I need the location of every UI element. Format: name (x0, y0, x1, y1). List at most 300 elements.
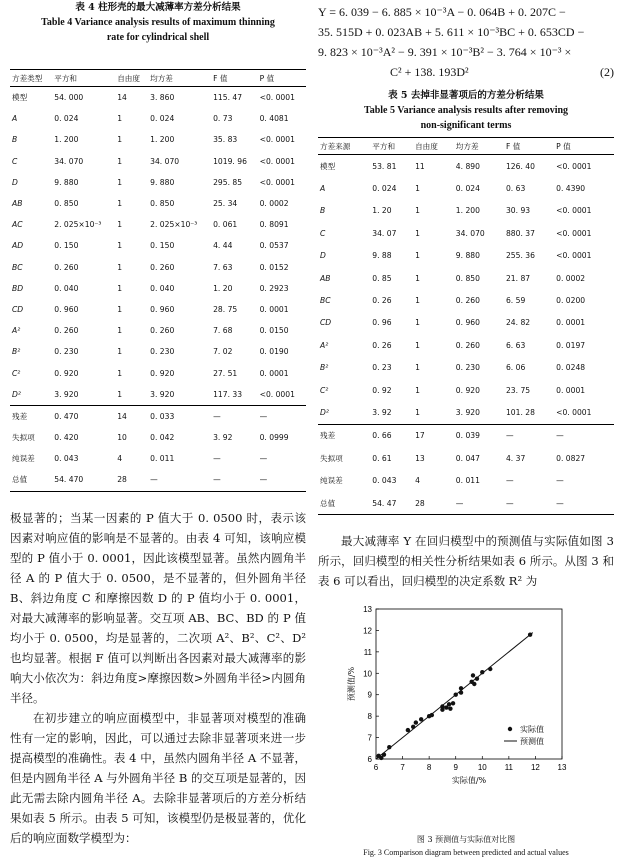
table4-cell: 1 (117, 220, 123, 230)
table5-cell: 0. 260 (455, 340, 480, 350)
table5-cell: 残差 (318, 424, 370, 447)
table5-cell: 0. 23 (372, 363, 392, 373)
table4-cell: 34. 070 (150, 156, 180, 166)
table5-cell: B (320, 206, 326, 216)
table4-cell: 7. 63 (213, 262, 233, 272)
table4-cell: BD (12, 283, 24, 293)
table5-cell: 0. 0197 (556, 340, 586, 350)
y-axis-label: 预测值/% (347, 667, 356, 702)
table5-header-row (318, 138, 614, 155)
body-paragraph-1: 极显著的；当某一因素的 P 值大于 0. 0500 时，表示该因素对响应值的影响是不显著的。由表 4 可知，该响应模型的 P 值小于 0. 0001，因此该模型显著。虽然内圆角半径 A 的 P 值大于 0. 0500，是不显著的，但外圆角半径 B、斜边角度 C 和摩擦因数 D 的 P 值均小于 0. 0001，对最大减薄率的影响显著。交互项 AB、BC、BD 的 P 值均小于 0. 0500，均是显著的，二次项 A²、B²、C²、D² 也均显著。根据 F 值可以判断出各因素对最大减薄率的影响大小依次为：斜边角度>摩擦因数>外圆角半径>内圆角半径。 (10, 510, 306, 705)
table5-cell: 21. 87 (505, 273, 531, 283)
table4-cell: <0. 0001 (259, 156, 295, 166)
data-point (475, 677, 479, 681)
table5-row (318, 177, 614, 199)
table4-cell: C (12, 156, 18, 166)
y-tick-label: 10 (363, 669, 372, 679)
data-point (528, 633, 532, 637)
table4-row (10, 257, 306, 278)
table5-cell: <0. 0001 (556, 228, 592, 238)
figure-caption-cn: 图 3 预测值与实际值对比图 (416, 835, 516, 845)
table5-cell: 0. 043 (372, 476, 397, 486)
table5-header-cell: F 值 (504, 138, 554, 155)
table5-row (318, 334, 614, 356)
table4-cell: 0. 260 (54, 262, 79, 272)
table4-cell: 295. 85 (213, 177, 243, 187)
table5-row (318, 222, 614, 244)
table4-cell: 1 (117, 304, 123, 314)
data-point (448, 707, 452, 711)
table5-cell: <0. 0001 (556, 407, 592, 417)
table5-cell: — (554, 492, 614, 515)
table5-cell: <0. 0001 (556, 161, 592, 171)
table4-cell: 0. 230 (54, 347, 79, 357)
table4-cell: 1. 200 (150, 135, 175, 145)
table5-cell: 0. 039 (454, 424, 504, 447)
table5-cell: 0. 260 (455, 296, 480, 306)
y-tick-label: 9 (367, 690, 372, 700)
table5-caption-en-1: Table 5 Variance analysis results after removing (363, 105, 569, 116)
scatter-chart (318, 603, 614, 803)
table5-cell: 3. 92 (372, 407, 392, 417)
table5-cell: 4. 37 (505, 453, 526, 463)
table5-cell: 1 (415, 407, 420, 417)
table4-row (10, 193, 306, 214)
table5-cell: 0. 011 (455, 476, 480, 486)
table5-header-cell: P 值 (554, 138, 614, 155)
table4-cell: 4. 44 (213, 241, 233, 251)
table4-header-cell: 平方和 (52, 70, 115, 87)
table5-row (318, 245, 614, 267)
data-point (430, 713, 434, 717)
table4-cell: 0. 0999 (259, 433, 289, 443)
table5-row (318, 289, 614, 311)
table4-cell: 1 (117, 326, 123, 336)
table4-cell: B (12, 135, 18, 145)
table5-cell: 0. 0827 (556, 453, 586, 463)
table4-cell: 2. 025×10⁻³ (54, 220, 102, 230)
table4-row (10, 341, 306, 362)
table4-body (10, 87, 306, 492)
table4-row (10, 278, 306, 299)
table5-cell: 23. 75 (505, 385, 531, 395)
table4-header-cell: P 值 (258, 70, 306, 87)
table5-cell: 4 (415, 476, 420, 486)
table4-cell: 0. 150 (150, 241, 175, 251)
table5-cell: C (320, 228, 326, 238)
table4-cell: 0. 0001 (259, 304, 289, 314)
table5-cell: 0. 047 (455, 453, 480, 463)
x-tick-label: 7 (400, 763, 405, 773)
table4-cell: 4 (117, 454, 123, 464)
table5-row (318, 357, 614, 379)
table4-cell: 0. 850 (150, 199, 175, 209)
data-point (459, 691, 463, 695)
table5-cell: 1. 20 (372, 206, 392, 216)
table4-row (10, 87, 306, 109)
table4-cell: 0. 024 (150, 114, 175, 124)
equation-number: (2) (600, 65, 614, 79)
table5-cell: 0. 230 (455, 363, 480, 373)
table4-cell: — (258, 405, 306, 427)
formula-line-3: 9. 823 × 10⁻³A² − 9. 391 × 10⁻³B² − 3. 764 × 10⁻³ × (318, 45, 572, 59)
table4-cell: — (213, 454, 221, 464)
table5-cell: 1 (415, 385, 420, 395)
table4-header-cell: 均方差 (148, 70, 211, 87)
table4-cell: — (148, 469, 211, 491)
table5-header-cell: 平方和 (370, 138, 413, 155)
formula-line-1: Y = 6. 039 − 6. 885 × 10⁻³A − 0. 064B + 0. 207C − (318, 5, 566, 19)
table4-cell: 0. 011 (150, 454, 175, 464)
table4-cell: CD (12, 304, 24, 314)
table4-cell: 1 (117, 241, 123, 251)
table5-cell: 126. 40 (505, 161, 535, 171)
table4-cell: 0. 920 (150, 368, 175, 378)
table5-body (318, 155, 614, 515)
table4-cell: 失拟项 (12, 433, 35, 443)
table5-cell: B² (320, 363, 329, 373)
regression-formula (318, 2, 614, 82)
table5-cell: 28 (413, 492, 454, 515)
table5-cell: 9. 880 (455, 251, 480, 261)
x-tick-label: 6 (373, 763, 379, 773)
table4-cell: <0. 0001 (259, 135, 295, 145)
table4-cell: 0. 0001 (259, 368, 289, 378)
table5-row (318, 469, 614, 491)
table4-cell: 3. 860 (150, 93, 175, 103)
x-axis-label: 实际值/% (451, 776, 487, 786)
table5-row (318, 401, 614, 424)
x-tick-label: 8 (426, 763, 432, 773)
data-point (414, 721, 418, 725)
table5-cell: D² (320, 407, 329, 417)
table4-cell: 0. 150 (54, 241, 79, 251)
table4-cell: <0. 0001 (259, 177, 295, 187)
table4-cell: AC (12, 220, 23, 230)
data-point (459, 686, 463, 690)
table4-row (10, 129, 306, 150)
table5-cell: 1 (415, 228, 420, 238)
table4-cell: 0. 4081 (259, 114, 289, 124)
table4-cell: 0. 850 (54, 199, 79, 209)
table5-cell: 34. 070 (455, 228, 485, 238)
figure-caption-en: Fig. 3 Comparison diagram between predicted and actual values (363, 848, 569, 858)
table5-cell: 0. 0001 (556, 318, 586, 328)
table5-cell: — (556, 476, 564, 486)
y-tick-label: 11 (363, 648, 372, 658)
table4-cell: 1 (117, 368, 123, 378)
table5-cell: 34. 07 (372, 228, 397, 238)
body-paragraph-3: 最大减薄率 Y 在回归模型中的预测值与实际值如图 3 所示，回归模型的相关性分析结果如表 6 所示。从图 3 和表 6 可以看出，回归模型的决定系数 R² 为 (318, 534, 614, 589)
table5-row (318, 200, 614, 222)
table4-cell: 28 (115, 469, 148, 491)
table4-cell: 0. 73 (213, 114, 233, 124)
table5-cell: 0. 26 (372, 340, 392, 350)
table5-cell: — (554, 424, 614, 447)
table5-cell: 0. 0001 (556, 385, 586, 395)
table4-row (10, 427, 306, 448)
table4-cell: A² (12, 326, 21, 336)
table5-row (318, 312, 614, 334)
table4-cell: 0. 230 (150, 347, 175, 357)
table4-cell: 14 (115, 405, 148, 427)
table5-header-cell: 方差来源 (318, 138, 370, 155)
data-point (480, 670, 484, 674)
table5-row (318, 492, 614, 515)
table4-cell: 1019. 96 (213, 156, 247, 166)
table5-cell: 24. 82 (505, 318, 531, 328)
table5-caption-cn: 表 5 去掉非显著项后的方差分析结果 (388, 90, 544, 101)
table5-cell: — (504, 424, 554, 447)
table5-cell: 0. 024 (372, 184, 397, 194)
x-tick-label: 13 (557, 763, 567, 773)
table4-cell: 3. 92 (213, 433, 233, 443)
table4-row (10, 151, 306, 172)
table4-cell: 纯误差 (12, 454, 35, 464)
table4-cell: 1 (117, 347, 123, 357)
table5-cell: 17 (413, 424, 454, 447)
table4-caption-en-2: rate for cylindrical shell (106, 32, 210, 43)
table4-header-cell: 方差类型 (10, 70, 52, 87)
table5-cell: 30. 93 (505, 206, 531, 216)
table5-cell: 54. 47 (370, 492, 413, 515)
table4-cell: C² (12, 368, 21, 378)
table5-cell: C² (320, 385, 329, 395)
table4-cell: 54. 470 (52, 469, 115, 491)
table5-row (318, 267, 614, 289)
table5-cell: 101. 28 (505, 407, 535, 417)
table4-cell: B² (12, 347, 21, 357)
table4-header-cell: 自由度 (115, 70, 148, 87)
table5-cell: 0. 4390 (556, 184, 586, 194)
table4-cell: 1 (117, 114, 123, 124)
table4-cell: 2. 025×10⁻³ (150, 220, 198, 230)
table4-cell: 35. 83 (213, 135, 238, 145)
data-point (454, 693, 458, 697)
table4-cell: 34. 070 (54, 156, 84, 166)
table4-cell: 9. 880 (150, 177, 175, 187)
table4-cell: 0. 024 (54, 114, 79, 124)
table4-header-cell: F 值 (211, 70, 257, 87)
table4-cell: 0. 0002 (259, 199, 289, 209)
table5-cell: 0. 66 (370, 424, 413, 447)
table4-cell: 残差 (10, 405, 52, 427)
table4-cell: 27. 51 (213, 368, 238, 378)
x-tick-label: 9 (453, 763, 458, 773)
table4-cell: <0. 0001 (259, 93, 295, 103)
table4-cell: 1 (117, 283, 123, 293)
table5-caption-en-2: non-significant terms (420, 120, 512, 131)
data-point (406, 728, 410, 732)
table5-cell: A (320, 184, 326, 194)
table5-cell: <0. 0001 (556, 251, 592, 261)
data-point (488, 667, 492, 671)
table4-cell: 0. 920 (54, 368, 79, 378)
table5-cell: 1 (415, 251, 420, 261)
table4-cell: 1. 20 (213, 283, 233, 293)
table5-cell: — (454, 492, 504, 515)
table5-cell: 0. 024 (455, 184, 480, 194)
table4-cell: 0. 0152 (259, 262, 289, 272)
table5-cell: 0. 0200 (556, 296, 586, 306)
table4-row (10, 172, 306, 193)
legend-label: 实际值 (520, 725, 544, 735)
table4-cell: — (211, 469, 257, 491)
table4-cell: 总值 (10, 469, 52, 491)
table4-cell: 10 (117, 433, 127, 443)
table5-cell: 0. 85 (372, 273, 392, 283)
table4-cell: 1 (117, 156, 123, 166)
table5-cell: A² (320, 340, 329, 350)
table4-cell: 0. 8091 (259, 220, 289, 230)
table4-cell: 25. 34 (213, 199, 238, 209)
table4-cell: 1 (117, 389, 123, 399)
table4-row (10, 448, 306, 469)
data-point (447, 702, 451, 706)
table4-cell: 模型 (12, 93, 28, 103)
data-point (471, 673, 475, 677)
table5-cell: 1 (415, 184, 420, 194)
table4-row (10, 384, 306, 406)
data-point (419, 717, 423, 721)
table4-cell: AB (12, 199, 23, 209)
table5-cell: 模型 (320, 161, 336, 171)
legend-marker-dot (508, 727, 512, 731)
table4-header-row (10, 70, 306, 87)
table4-row (10, 108, 306, 129)
table4-cell: 7. 02 (213, 347, 233, 357)
table4-row (10, 320, 306, 341)
table4-cell: 0. 042 (150, 433, 175, 443)
table5-cell: 6. 06 (505, 363, 526, 373)
table4-cell: 0. 260 (150, 326, 175, 336)
y-tick-label: 6 (367, 755, 372, 765)
data-point (411, 725, 415, 729)
table5-cell: 6. 59 (505, 296, 526, 306)
table4-cell: 0. 061 (213, 220, 238, 230)
legend-label: 预测值 (520, 737, 544, 747)
table4-cell: 1 (117, 177, 123, 187)
table5-cell: 0. 92 (372, 385, 392, 395)
table5-cell: <0. 0001 (556, 206, 592, 216)
y-tick-label: 12 (363, 626, 372, 636)
table5-cell: 4. 890 (455, 161, 480, 171)
right-column (318, 0, 614, 859)
formula-line-4: C² + 138. 193D² (390, 65, 469, 79)
table4 (10, 69, 306, 492)
body-paragraph-2: 在初步建立的响应面模型中，非显著项对模型的准确性有一定的影响，因此，可以通过去除非显著项来进一步提高模型的准确性。表 4 中，虽然内圆角半径 A 不显著，但是内圆角半径 A 与外圆角半径 B 的交互项是显著的，因此无需去除内圆角半径 A。去除非显著项后的方差分析结果如表 5 所示。由表 5 可知，该模型仍是极显著的，优化后的响应面数学模型为： (10, 710, 306, 845)
table4-caption-en-1: Table 4 Variance analysis results of maximum thinning (41, 17, 275, 28)
table5-cell: 1 (415, 206, 420, 216)
table4-cell: 0. 0190 (259, 347, 289, 357)
y-tick-label: 13 (363, 605, 372, 615)
table5-cell: 纯误差 (320, 476, 343, 486)
table4-cell: — (259, 454, 268, 464)
table5-cell: BC (320, 296, 331, 306)
table4-row (10, 299, 306, 320)
table4-cell: 28. 75 (213, 304, 238, 314)
table4-cell: 1 (117, 262, 123, 272)
table5-cell: 0. 63 (505, 184, 526, 194)
table4-row (10, 469, 306, 491)
table5-cell: D (320, 251, 326, 261)
table4-cell: 0. 960 (54, 304, 79, 314)
y-tick-label: 7 (367, 733, 372, 743)
table4-cell: AD (12, 241, 24, 251)
table4-cell: <0. 0001 (259, 389, 295, 399)
table5-cell: 0. 920 (455, 385, 480, 395)
table4-cell: 0. 033 (148, 405, 211, 427)
table4-cell: D (12, 177, 18, 187)
table5-cell: 0. 61 (372, 453, 392, 463)
table5-cell: AB (320, 273, 331, 283)
table4-cell: 1 (117, 135, 123, 145)
table5-cell: 0. 960 (455, 318, 480, 328)
table4-row (10, 405, 306, 427)
table5-cell: 1 (415, 363, 420, 373)
table4-cell: 115. 47 (213, 93, 243, 103)
table4-cell: 3. 920 (150, 389, 175, 399)
table4-cell: BC (12, 262, 23, 272)
table4-cell: 3. 920 (54, 389, 79, 399)
table5-cell: 0. 850 (455, 273, 480, 283)
table4-row (10, 214, 306, 235)
table4-cell: 0. 960 (150, 304, 175, 314)
table5-cell: 53. 81 (372, 161, 397, 171)
table4-cell: 0. 0537 (259, 241, 289, 251)
x-tick-label: 10 (477, 763, 487, 773)
figure-3 (318, 603, 614, 833)
table4-cell: 1. 200 (54, 135, 79, 145)
table4-cell: 7. 68 (213, 326, 233, 336)
table4-cell: 54. 000 (54, 93, 84, 103)
table4-cell: 0. 040 (150, 283, 175, 293)
table5-cell: 失拟项 (320, 453, 343, 463)
table5-cell: 1 (415, 273, 420, 283)
table4-cell: 0. 040 (54, 283, 79, 293)
table5-header-cell: 均方差 (454, 138, 504, 155)
table5-cell: 3. 920 (455, 407, 480, 417)
x-tick-label: 12 (530, 763, 540, 773)
table5-header-cell: 自由度 (413, 138, 454, 155)
table5-cell: 11 (415, 161, 425, 171)
table4-row (10, 235, 306, 256)
formula-line-2: 35. 515D + 0. 023AB + 5. 611 × 10⁻³BC + 0. 653CD − (318, 25, 585, 39)
table5-cell: 0. 0248 (556, 363, 586, 373)
table5-cell: 1 (415, 318, 420, 328)
table4-cell: A (12, 114, 18, 124)
table5-cell: 9. 88 (372, 251, 392, 261)
table5-row (318, 155, 614, 178)
table5-cell: 880. 37 (505, 228, 535, 238)
table5-cell: 总值 (318, 492, 370, 515)
table5-cell: — (505, 476, 514, 486)
table5-row (318, 424, 614, 447)
table4-cell: 0. 0150 (259, 326, 289, 336)
table4-caption-cn: 表 4 柱形壳的最大减薄率方差分析结果 (75, 2, 241, 13)
table5-cell: 13 (415, 453, 425, 463)
table5-row (318, 447, 614, 469)
table4-row (10, 362, 306, 383)
table4-cell: 0. 470 (52, 405, 115, 427)
table4-cell: 14 (117, 93, 127, 103)
y-tick-label: 8 (367, 712, 372, 722)
table4-cell: 9. 880 (54, 177, 79, 187)
table5-cell: 255. 36 (505, 251, 535, 261)
data-point (472, 682, 476, 686)
table5-cell: 0. 96 (372, 318, 392, 328)
table4-cell: D² (12, 389, 21, 399)
